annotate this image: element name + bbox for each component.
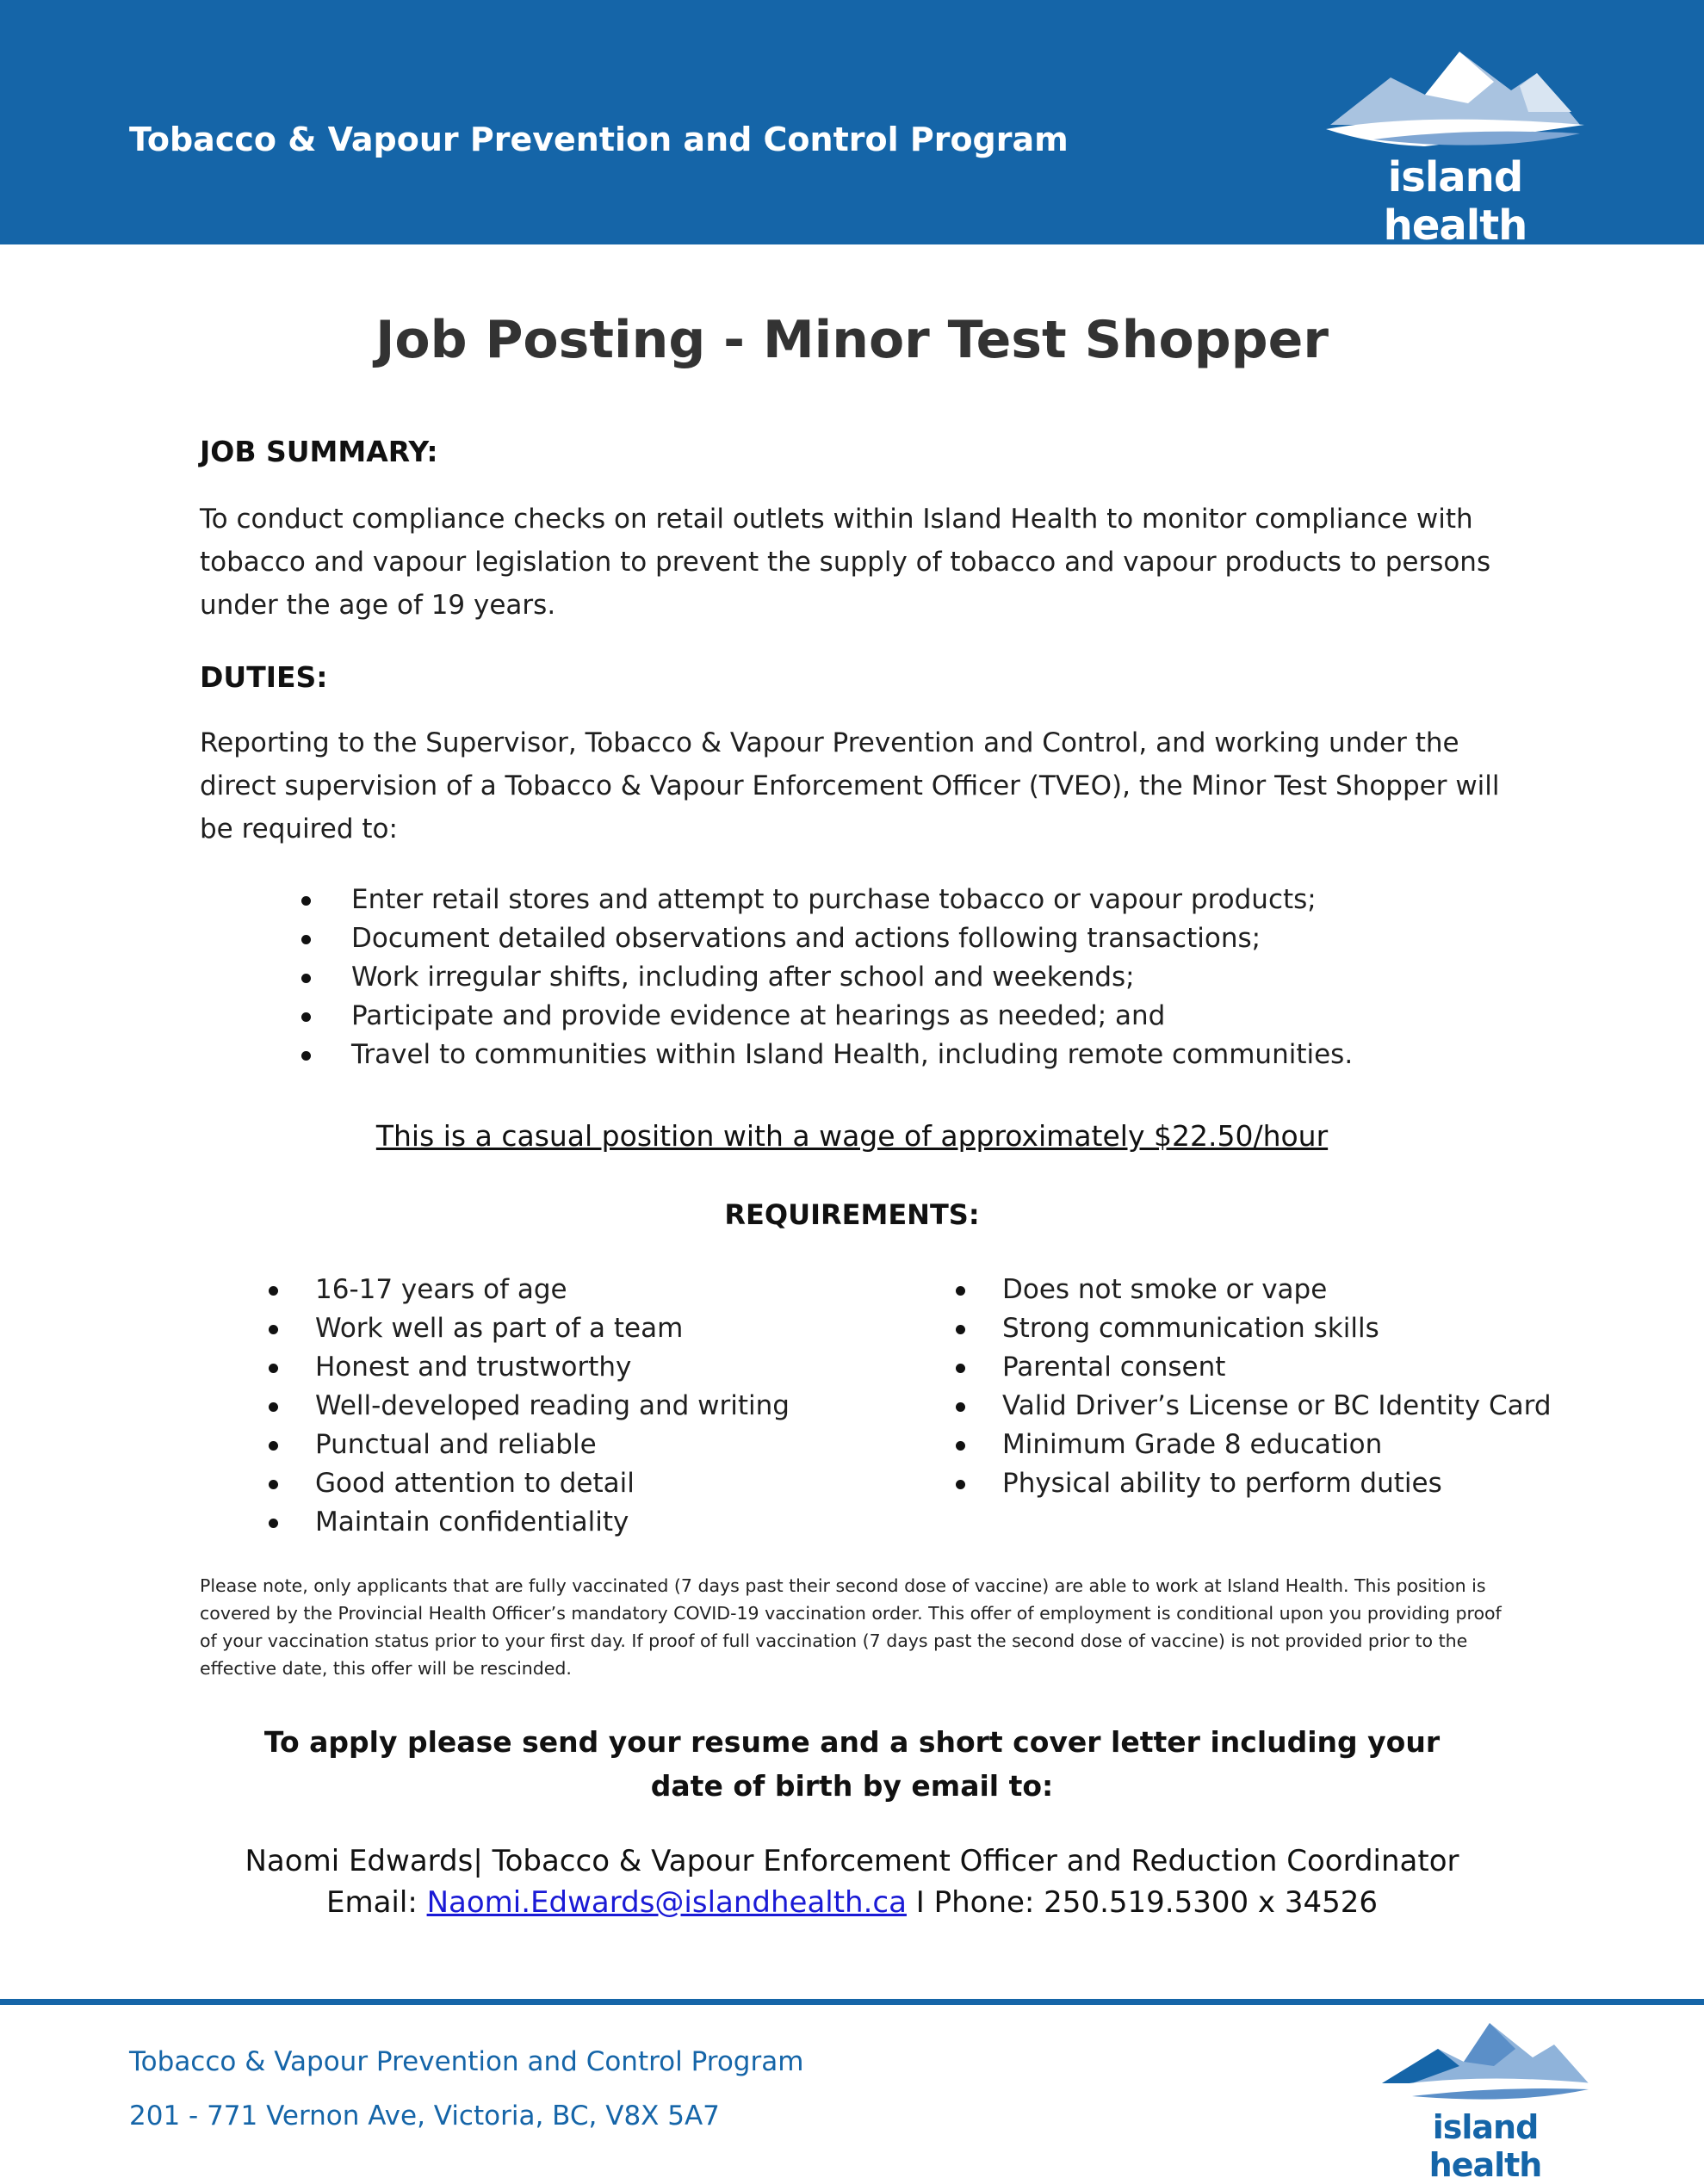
list-item: Honest and trustworthy — [269, 1348, 790, 1387]
requirements-list-right — [956, 1271, 1552, 1503]
list-item: Document detailed observations and actions following transactions; — [301, 919, 1353, 958]
duties-heading: DUTIES: — [200, 660, 328, 694]
apply-line-1: To apply please send your resume and a short cover letter including your — [263, 1725, 1441, 1759]
email-link[interactable]: Naomi.Edwards@islandhealth.ca — [426, 1885, 907, 1920]
list-item: Participate and provide evidence at hearings as needed; and — [301, 997, 1353, 1036]
mountain-logo-icon — [1322, 43, 1589, 155]
list-item: Minimum Grade 8 education — [956, 1426, 1552, 1464]
list-item: Work irregular shifts, including after school and weekends; — [301, 958, 1353, 997]
duties-list — [301, 881, 1353, 1074]
job-summary-text: To conduct compliance checks on retail outlets within Island Health to monitor compliance with tobacco and vapour legislation to prevent the supply of tobacco and vapour products to persons under the age of 19 years. — [200, 504, 1491, 621]
mountain-logo-icon — [1378, 2019, 1593, 2105]
list-item: Parental consent — [956, 1348, 1552, 1387]
list-item: 16-17 years of age — [269, 1271, 790, 1309]
wage-note: This is a casual position with a wage of approximately $22.50/hour — [375, 1119, 1329, 1153]
footer-address: 201 - 771 Vernon Ave, Victoria, BC, V8X 5A7 — [129, 2100, 720, 2131]
list-item: Punctual and reliable — [269, 1426, 790, 1464]
list-item: Work well as part of a team — [269, 1309, 790, 1348]
contact-details — [0, 1885, 1704, 1920]
list-item: Good attention to detail — [269, 1464, 790, 1503]
list-item: Travel to communities within Island Health, including remote communities. — [301, 1036, 1353, 1074]
header-banner — [0, 0, 1704, 250]
list-item: Physical ability to perform duties — [956, 1464, 1552, 1503]
island-health-logo — [1322, 43, 1589, 250]
logo-wordmark: island health — [1383, 153, 1527, 250]
page-title: Job Posting - Minor Test Shopper — [375, 310, 1329, 370]
footer-program: Tobacco & Vapour Prevention and Control Program — [129, 2046, 804, 2077]
list-item: Maintain confidentiality — [269, 1503, 790, 1542]
footer-divider — [0, 1999, 1704, 2005]
apply-line-2: date of birth by email to: — [650, 1769, 1054, 1803]
email-label: Email: — [325, 1885, 427, 1920]
job-summary-heading: JOB SUMMARY: — [200, 435, 438, 468]
footer-logo-wordmark: island health — [1428, 2108, 1542, 2184]
list-item: Does not smoke or vape — [956, 1271, 1552, 1309]
requirements-heading: REQUIREMENTS: — [724, 1198, 980, 1231]
program-title: Tobacco & Vapour Prevention and Control Program — [129, 121, 1069, 158]
requirements-list-left — [269, 1271, 790, 1542]
contact-name-title: Naomi Edwards| Tobacco & Vapour Enforcement Officer and Reduction Coordinator — [245, 1844, 1459, 1878]
phone-text: I Phone: 250.519.5300 x 34526 — [906, 1885, 1379, 1920]
footer-island-health-logo — [1378, 2019, 1593, 2184]
list-item: Valid Driver’s License or BC Identity Card — [956, 1387, 1552, 1426]
list-item: Enter retail stores and attempt to purchase tobacco or vapour products; — [301, 881, 1353, 919]
duties-intro: Reporting to the Supervisor, Tobacco & Vapour Prevention and Control, and working under the direct supervision of a Tobacco & Vapour Enforcement Officer (TVEO), the Minor Test Shopper will be required to: — [200, 727, 1500, 845]
vaccination-note: Please note, only applicants that are fully vaccinated (7 days past their second dose of vaccine) are able to work at Island Health. This position is covered by the Provincial Health Officer’s mandatory COVID-19 vaccination order. This offer of employment is conditional upon you providing proof of your vaccination status prior to your first day. If proof of full vaccination (7 days past the second dose of vaccine) is not provided prior to the effective date, this offer will be rescinded. — [200, 1575, 1502, 1679]
apply-instructions — [0, 1720, 1704, 1808]
list-item: Well-developed reading and writing — [269, 1387, 790, 1426]
list-item: Strong communication skills — [956, 1309, 1552, 1348]
